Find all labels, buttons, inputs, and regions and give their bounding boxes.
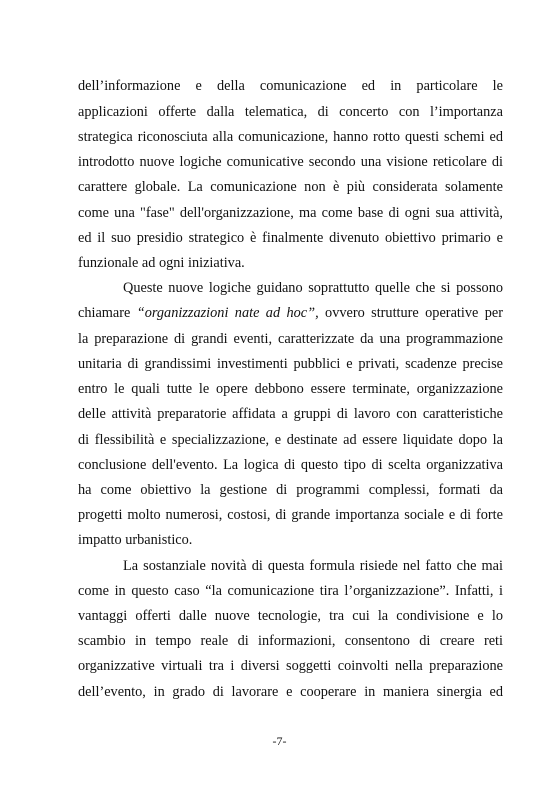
paragraph-1-line-7: ed il suo presidio strategico è finalmente divenuto obiettivo primario e: [78, 230, 503, 246]
paragraph-2-line-7: di flessibilità e specializzazione, e destinate ad essere liquidate dopo la: [78, 432, 503, 448]
paragraph-1-line-8: funzionale ad ogni iniziativa.: [78, 255, 245, 271]
paragraph-1-line-4: introdotto nuove logiche comunicative secondo una visione reticolare di: [78, 154, 503, 170]
paragraph-2-line-5: entro le quali tutte le opere debbono essere terminate, organizzazione: [78, 381, 503, 397]
paragraph-1-line-5: carattere globale. La comunicazione non è più considerata solamente: [78, 179, 503, 195]
paragraph-2-line-10: progetti molto numerosi, costosi, di grande importanza sociale e di forte: [78, 507, 503, 523]
paragraph-3-line-2: come in questo caso “la comunicazione tira l’organizzazione”. Infatti, i: [78, 583, 503, 599]
paragraph-1-line-6: come una "fase" dell'organizzazione, ma come base di ogni sua attività,: [78, 205, 503, 221]
paragraph-2-line-4: unitaria di grandissimi investimenti pubblici e privati, scadenze precise: [78, 356, 503, 372]
paragraph-1-line-3: strategica riconosciuta alla comunicazione, hanno rotto questi schemi ed: [78, 129, 503, 145]
italic-phrase-organizzazioni-nate-ad-hoc: “organizzazioni nate ad hoc”,: [136, 305, 319, 321]
paragraph-2-line-2-before: chiamare: [78, 305, 137, 321]
paragraph-2-line-1: Queste nuove logiche guidano soprattutto quelle che si possono: [123, 280, 503, 296]
paragraph-2-line-9: ha come obiettivo la gestione di programmi complessi, formati da: [78, 482, 503, 498]
page-number: -7-: [272, 734, 287, 748]
paragraph-2-line-11: impatto urbanistico.: [78, 532, 193, 548]
paragraph-3-line-1: La sostanziale novità di questa formula risiede nel fatto che mai: [123, 558, 503, 574]
paragraph-1-line-2: applicazioni offerte dalla telematica, di concerto con l’importanza: [78, 104, 503, 120]
paragraph-3-line-4: scambio in tempo reale di informazioni, consentono di creare reti: [78, 633, 503, 649]
paragraph-3-line-5: organizzative virtuali tra i diversi soggetti coinvolti nella preparazione: [78, 658, 503, 674]
paragraph-2-line-6: delle attività preparatorie affidata a gruppi di lavoro con caratteristiche: [78, 406, 503, 422]
paragraph-2-line-3: la preparazione di grandi eventi, caratterizzate da una programmazione: [78, 331, 503, 347]
paragraph-2-line-2-after: ovvero strutture operative per: [318, 305, 503, 321]
paragraph-3-line-6: dell’evento, in grado di lavorare e cooperare in maniera sinergia ed: [78, 684, 503, 700]
paragraph-3-line-3: vantaggi offerti dalle nuove tecnologie, tra cui la condivisione e lo: [78, 608, 503, 624]
paragraph-2-line-8: conclusione dell'evento. La logica di questo tipo di scelta organizzativa: [78, 457, 503, 473]
paragraph-1-line-1: dell’informazione e della comunicazione ed in particolare le: [78, 78, 503, 94]
paragraph-2-line-2: [78, 303, 503, 323]
